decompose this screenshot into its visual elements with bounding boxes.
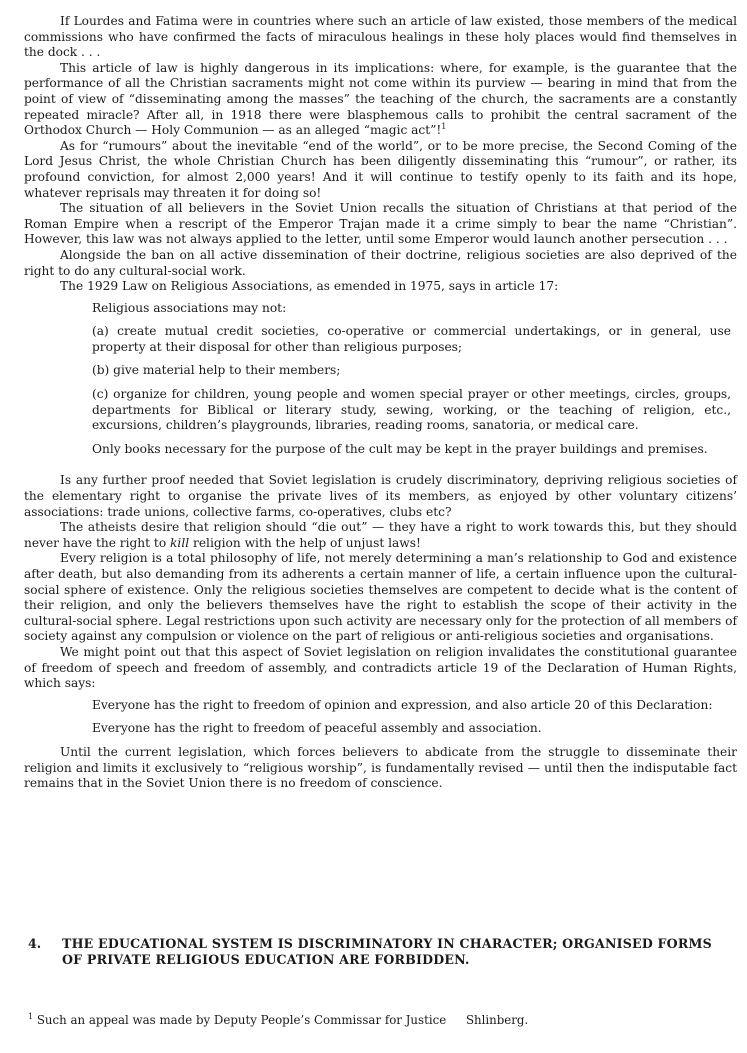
footnote-marker: 1: [28, 1012, 34, 1022]
body-paragraph: The situation of all believers in the Soviet Union recalls the situation of Christians at that period of the Roman Empire when a rescript of the Emperor Trajan made it a crime simply to bear the name “Christian”. However, this law was not always applied to the letter, until some Emperor would launch another persecution . . .: [24, 201, 737, 247]
body-paragraph: [24, 61, 737, 139]
quote-paragraph: Only books necessary for the purpose of the cult may be kept in the prayer buildings and premises.: [92, 441, 708, 456]
quote-paragraph: (c) organize for children, young people and women special prayer or other meetings, circles, groups, departments for Biblical or literary study, sewing, working, or the teaching of religion, etc., excursions, children’s playgrounds, libraries, reading rooms, sanatoria, or medical care.: [92, 387, 731, 433]
body-paragraph: If Lourdes and Fatima were in countries where such an article of law existed, those members of the medical commissions who have confirmed the facts of miraculous healings in these holy places would find themselves in the dock . . .: [24, 14, 737, 60]
body-paragraph: As for “rumours” about the inevitable “end of the world”, or to be more precise, the Second Coming of the Lord Jesus Christ, the whole Christian Church has been diligently disseminating this “rumour”, or rather, its profound conviction, for almost 2,000 years! And it will continue to testify openly to its faith and its hope, whatever reprisals may threaten it for doing so!: [24, 138, 737, 200]
body-paragraph: [24, 520, 737, 551]
body-paragraph: Every religion is a total philosophy of life, not merely determining a man’s relationship to God and existence after death, but also demanding from its adherents a certain manner of life, a certain influence upon the cultural-social sphere of existence. Only the religious societies themselves are competent to decide what is the content of their religion, and only the believers themselves have the right to establish the scope of their activity in the cultural-social sphere. Legal restrictions upon such activity are necessary only for the protection of all members of society against any compulsion or violence on the part of religious or anti-religious societies and organisations.: [24, 551, 737, 644]
body-paragraph: The 1929 Law on Religious Associations, as emended in 1975, says in article 17:: [60, 279, 559, 294]
footnote-marker: 1: [441, 122, 447, 132]
body-paragraph: Is any further proof needed that Soviet legislation is crudely discriminatory, depriving religious societies of the elementary right to organise the private lives of its members, as enjoyed by other voluntary citizens’ associations: trade unions, collective farms, co-operatives, clubs etc?: [24, 473, 737, 519]
footnote-name: Shlinberg.: [465, 1013, 529, 1027]
footnote-text: Such an appeal was made by Deputy People’s Commissar for Justice: [36, 1013, 447, 1027]
paragraph-text: The atheists desire that religion should “die out” — they have a right to work towards this, but they should never have the right to: [24, 520, 737, 550]
section-heading: [28, 936, 728, 968]
body-paragraph: We might point out that this aspect of Soviet legislation on religion invalidates the constitutional guarantee of freedom of speech and freedom of assembly, and contradicts article 19 of the Declaration of Human Rights, which says:: [24, 644, 737, 691]
paragraph-text: This article of law is highly dangerous in its implications: where, for example, is the guarantee that the performance of all the Christian sacraments might not come within its purview — bearing in mind that from the point of view of “disseminating among the masses” the teaching of the church, the sacraments are a constantly repeated miracle? After all, in 1918 there were blasphemous calls to prohibit the central sacrament of the Orthodox Church — Holy Communion — as an alleged “magic act”!: [24, 60, 737, 138]
paragraph-text: religion with the help of unjust laws!: [189, 535, 421, 550]
quote-paragraph: Everyone has the right to freedom of opinion and expression, and also article 20 of this Declaration:: [92, 697, 713, 712]
declaration-quote: [92, 698, 737, 737]
quote-paragraph: (a) create mutual credit societies, co-operative or commercial undertakings, or in general, use property at their disposal for other than religious purposes;: [92, 324, 731, 354]
quote-paragraph: Religious associations may not:: [92, 300, 287, 315]
article-17-quote: [92, 301, 737, 458]
body-paragraph: Until the current legislation, which forces believers to abdicate from the struggle to disseminate their religion and limits it exclusively to “religious worship”, is fundamentally revised — until then the indisputable fact remains that in the Soviet Union there is no freedom of conscience.: [24, 744, 737, 791]
section-title: THE EDUCATIONAL SYSTEM IS DISCRIMINATORY IN CHARACTER; ORGANISED FORMS OF PRIVATE RELIGIOUS EDUCATION ARE FORBIDDEN.: [62, 936, 712, 967]
footnote: [28, 1013, 728, 1028]
quote-paragraph: Everyone has the right to freedom of peaceful assembly and association.: [92, 721, 542, 736]
body-paragraph: Alongside the ban on all active dissemination of their doctrine, religious societies are also deprived of the right to do any cultural-social work.: [24, 247, 737, 278]
section-number: 4.: [28, 936, 42, 951]
quote-paragraph: (b) give material help to their members;: [92, 363, 341, 378]
emphasis-text: kill: [170, 535, 190, 550]
